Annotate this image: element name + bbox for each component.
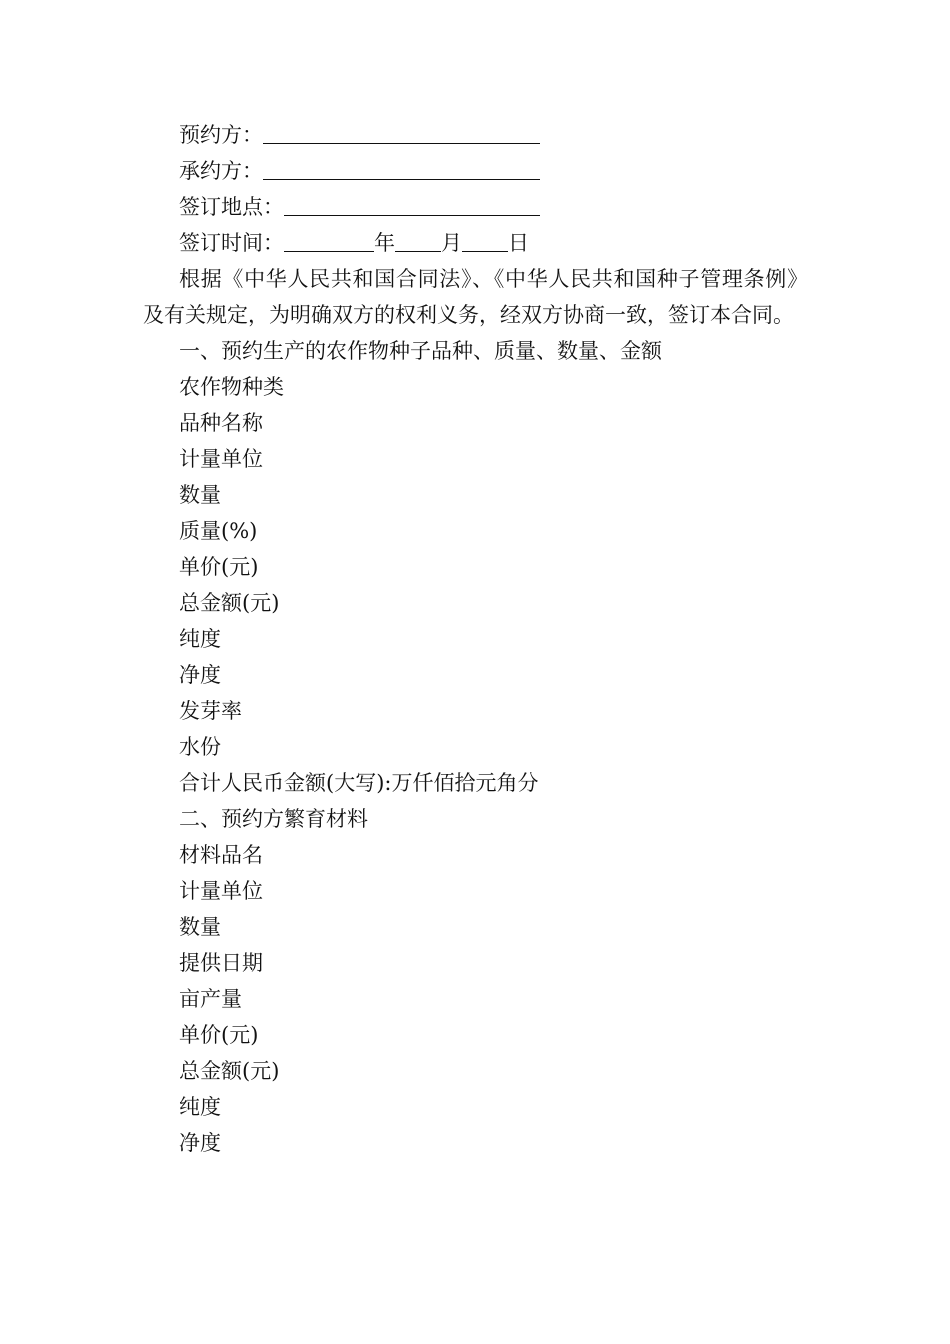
section1-item: 纯度	[179, 627, 221, 651]
month-label: 月	[441, 231, 462, 255]
party-b-label: 承约方：	[179, 159, 263, 183]
contract-body	[143, 117, 808, 1161]
signing-place-row	[143, 189, 808, 225]
party-b-blank	[263, 157, 540, 180]
intro-paragraph: 根据《中华人民共和国合同法》、《中华人民共和国种子管理条例》及有关规定，为明确双方的权利义务，经双方协商一致，签订本合同。	[143, 267, 808, 327]
section2-item: 数量	[179, 915, 221, 939]
section2-item: 单价(元)	[179, 1023, 259, 1047]
day-blank	[462, 229, 508, 252]
section1-heading: 一、预约生产的农作物种子品种、质量、数量、金额	[179, 339, 662, 363]
section1-item: 计量单位	[179, 447, 263, 471]
party-a-label: 预约方：	[179, 123, 263, 147]
signing-date-label: 签订时间：	[179, 231, 284, 255]
section2-item: 计量单位	[179, 879, 263, 903]
party-a-blank	[263, 121, 540, 144]
section2-item: 总金额(元)	[179, 1059, 280, 1083]
signing-date-row	[143, 225, 808, 261]
section1-item: 数量	[179, 483, 221, 507]
section2-item: 纯度	[179, 1095, 221, 1119]
section1-total: 合计人民币金额(大写):万仟佰拾元角分	[179, 771, 539, 795]
party-b-row	[143, 153, 808, 189]
section2-heading: 二、预约方繁育材料	[179, 807, 368, 831]
signing-place-label: 签订地点：	[179, 195, 284, 219]
year-blank	[284, 229, 374, 252]
section1-item: 水份	[179, 735, 221, 759]
signing-place-blank	[284, 193, 540, 216]
section2-item: 材料品名	[179, 843, 263, 867]
section1-item: 净度	[179, 663, 221, 687]
section1-item: 单价(元)	[179, 555, 259, 579]
party-a-row	[143, 117, 808, 153]
month-blank	[395, 229, 441, 252]
section1-item: 发芽率	[179, 699, 242, 723]
section1-item: 质量(%)	[179, 519, 258, 543]
section2-item: 提供日期	[179, 951, 263, 975]
year-label: 年	[374, 231, 395, 255]
section1-item: 总金额(元)	[179, 591, 280, 615]
day-label: 日	[508, 231, 529, 255]
section2-item: 亩产量	[179, 987, 242, 1011]
section1-item: 品种名称	[179, 411, 263, 435]
section1-item: 农作物种类	[179, 375, 284, 399]
section2-item: 净度	[179, 1131, 221, 1155]
